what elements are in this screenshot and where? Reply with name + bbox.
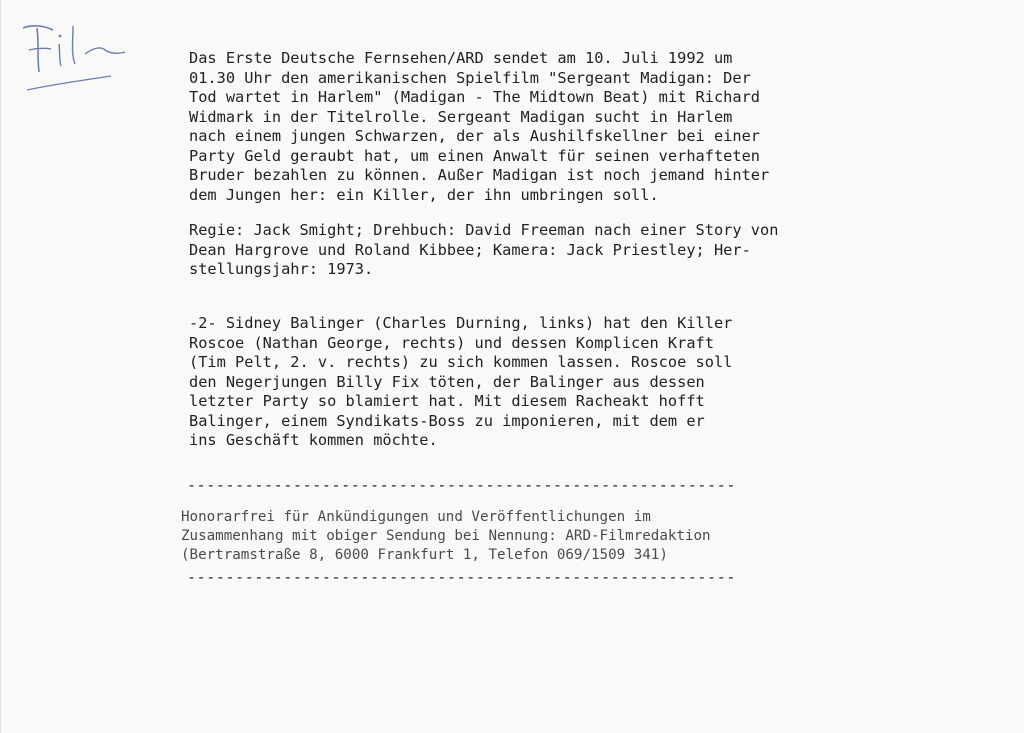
- copyright-notice: Honorarfrei für Ankündigungen und Veröffentlichungen im Zusammenhang mit obiger Sendung bei Nennung: ARD-Filmredaktion (Bertramstraße 8, 6000 Frankfurt 1, Telefon 069/1509 341): [181, 509, 711, 563]
- dashed-separator-top: ---------------------------------------------------------: [187, 476, 736, 494]
- film-credits: Regie: Jack Smight; Drehbuch: David Freeman nach einer Story von Dean Hargrove und Roland Kibbee; Kamera: Jack Priestley; Her- stellungsjahr: 1973.: [189, 221, 779, 278]
- dashed-separator-bottom: ---------------------------------------------------------: [187, 568, 736, 586]
- handwritten-note: [15, 14, 135, 94]
- broadcast-description: Das Erste Deutsche Fernsehen/ARD sendet am 10. Juli 1992 um 01.30 Uhr den amerikanischen Spielfilm "Sergeant Madigan: Der Tod wartet in Harlem" (Madigan - The Midtown Beat) mit Richard Widmark in der Titelrolle. Sergeant Madigan sucht in Harlem nach einem jungen Schwarzen, der als Aushilfskellner bei einer Party Geld geraubt hat, um einen Anwalt für seinen verhafteten Bruder bezahlen zu können. Außer Madigan ist noch jemand hinter dem Jungen her: ein Killer, der ihn umbringen soll.: [189, 49, 770, 204]
- photo-caption: -2- Sidney Balinger (Charles Durning, links) hat den Killer Roscoe (Nathan George, rechts) und dessen Komplicen Kraft (Tim Pelt, 2. v. rechts) zu sich kommen lassen. Roscoe soll den Negerjungen Billy Fix töten, der Balinger aus dessen letzter Party so blamiert hat. Mit diesem Racheakt hofft Balinger, einem Syndikats-Boss zu imponieren, mit dem er ins Geschäft kommen möchte.: [189, 314, 733, 449]
